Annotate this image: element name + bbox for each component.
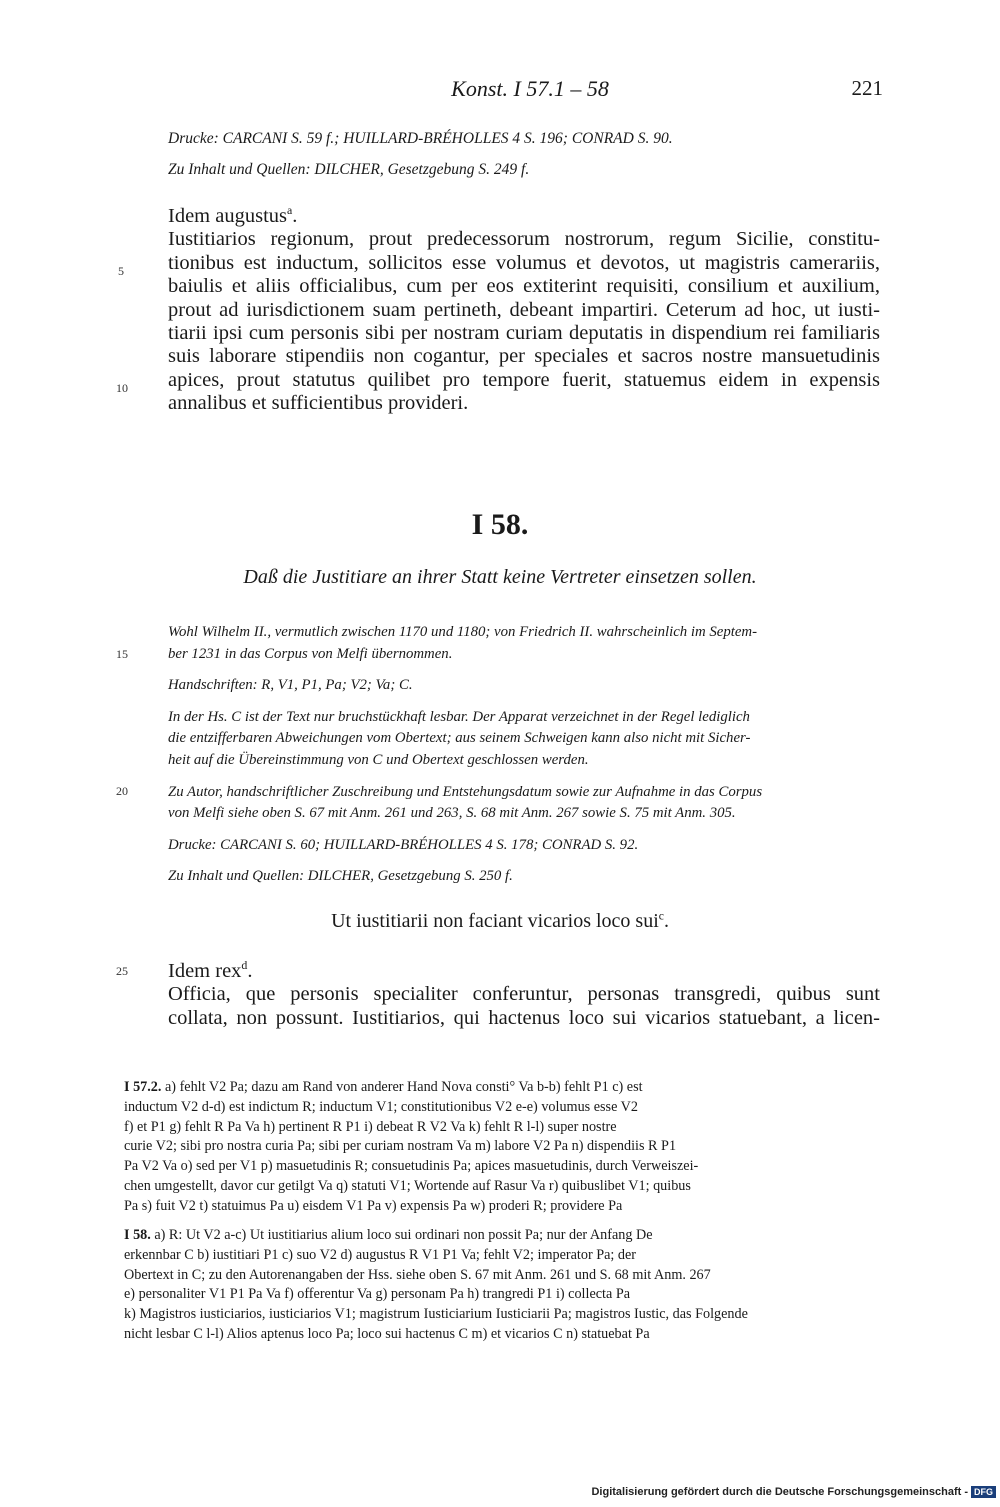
body-line: Iustitiarios regionum, prout predecessorum nostrorum, regum Sicilie, constitu- xyxy=(168,228,880,251)
digitization-footer: Digitalisierung gefördert durch die Deutsche Forschungsgemeinschaft - DFG xyxy=(591,1486,996,1498)
footnote-line: chen umgestellt, davor cur getilgt Va q) statuti V1; Wortende auf Rasur Va r) quibuslibet V1; quibus xyxy=(124,1177,691,1194)
body-line: collata, non possunt. Iustitiarios, qui hactenus loco sui vicarios statuebant, a licen- xyxy=(168,1006,880,1029)
body-line: suis laborare stipendiis non cogantur, per speciales et sacros nostre mansuetudinis xyxy=(168,345,880,368)
footnote-line: Pa V2 Va o) sed per V1 p) masuetudinis R; consuetudinis Pa; apices masuetudinis, durch Verweiszei- xyxy=(124,1158,699,1175)
footnote-line: inductum V2 d-d) est indictum R; inductum V1; constitutionibus V2 e-e) volumus esse V2 xyxy=(124,1098,639,1115)
body-line: prout ad iurisdictionem suam pertineth, debeant impartiri. Ceterum ad hoc, ut iusti- xyxy=(168,298,880,321)
line-number: 10 xyxy=(116,381,128,395)
footnote-line: Obertext in C; zu den Autorenangaben der Hss. siehe oben S. 67 mit Anm. 261 und S. 68 mit Anm. 267 xyxy=(124,1266,711,1283)
manuscripts-line: Handschriften: R, V1, P1, Pa; V2; Va; C. xyxy=(168,677,413,694)
body-line: tionibus est inductum, sollicitos esse volumus et devotos, ut magistris camerariis, xyxy=(168,251,880,274)
dfg-logo: DFG xyxy=(971,1486,996,1498)
footnote-line: nicht lesbar C l-l) Alios aptenus loco Pa; loco sui hactenus C m) et vicarios C n) statuebat Pa xyxy=(124,1325,650,1342)
line-number: 5 xyxy=(118,264,124,278)
prints-line: Drucke: CARCANI S. 60; HUILLARD-BRÉHOLLES 4 S. 178; CONRAD S. 92. xyxy=(168,836,639,853)
section-metadata xyxy=(168,622,880,888)
line-number: 15 xyxy=(116,647,128,661)
body-line: apices, prout statutus quilibet pro tempore fuerit, statuemus eidem in expensis xyxy=(168,368,880,391)
footnote-line: I 57.2. a) fehlt V2 Pa; dazu am Rand von anderer Hand Nova consti° Va b-b) fehlt P1 c) est xyxy=(124,1079,643,1095)
footnote-line: curie V2; sibi pro nostra curia Pa; sibi per curiam nostram Va m) labore V2 Pa n) dispendiis R P1 xyxy=(124,1138,677,1155)
sources-line: Zu Inhalt und Quellen: DILCHER, Gesetzgebung S. 250 f. xyxy=(168,868,513,885)
body-line: annalibus et sufficientibus provideri. xyxy=(168,392,469,415)
dating-line: Wohl Wilhelm II., vermutlich zwischen 1170 und 1180; von Friedrich II. wahrscheinlich im Septem- xyxy=(168,624,758,640)
page-number: 221 xyxy=(851,76,883,100)
footnote-label: I 58. xyxy=(124,1227,151,1243)
body-line: tiarii ipsi cum personis sibi per nostram curiam deputatis in dispendium rei familiaris xyxy=(168,322,880,345)
section-body-text xyxy=(168,960,880,1030)
apparatus-57 xyxy=(124,1078,880,1217)
section-subtitle: Daß die Justitiare an ihrer Statt keine Vertreter einsetzen sollen. xyxy=(243,566,757,588)
footnote-line: erkennbar C b) iustitiari P1 c) suo V2 d) augustus R V1 P1 Va; fehlt V2; imperator Pa; der xyxy=(124,1246,637,1263)
line-number: 25 xyxy=(116,964,128,978)
section-number: I 58. xyxy=(471,508,529,541)
footnote-line: k) Magistros iusticiarios, iusticiarios V1; magistrum Iusticiarium Iusticiarii Pa; magistros Iustic, das Folgende xyxy=(124,1306,748,1323)
opening-line: Idem rex$^d$. xyxy=(168,958,253,982)
footnote-line: Pa s) fuit V2 t) statuimus Pa u) eisdem V1 Pa v) expensis Pa w) proderi R; providere Pa xyxy=(124,1197,623,1214)
opening-line: Idem augustus$^a$. xyxy=(168,203,298,227)
text-heading: Ut iustitiarii non faciant vicarios loco sui$^c$. xyxy=(331,909,669,932)
body-line: baiulis et aliis officialibus, cum per eos extiterint requisiti, consilium et auxilium, xyxy=(168,275,880,298)
footnote-label: I 57.2. xyxy=(124,1079,162,1095)
apparatus-58 xyxy=(124,1226,880,1345)
body-line: Officia, que personis specialiter conferuntur, personas transgredi, quibus sunt xyxy=(168,983,880,1006)
author-line: von Melfi siehe oben S. 67 mit Anm. 261 und 263, S. 68 mit Anm. 267 sowie S. 75 mit Anm. 305. xyxy=(168,805,736,822)
prev-body-text xyxy=(168,205,880,416)
note-line: In der Hs. C ist der Text nur bruchstückhaft lesbar. Der Apparat verzeichnet in der Regel lediglich xyxy=(168,708,750,725)
footnote-line: f) et P1 g) fehlt R Pa Va h) pertinent R P1 i) debeat R V2 Va k) fehlt R l-l) super nostre xyxy=(124,1118,617,1135)
footnote-line: I 58. a) R: Ut V2 a-c) Ut iustitiarius alium loco sui ordinari non possit Pa; nur der Anfang De xyxy=(124,1227,653,1243)
dating-line: ber 1231 in das Corpus von Melfi übernommen. xyxy=(168,645,453,662)
author-line: Zu Autor, handschriftlicher Zuschreibung und Entstehungsdatum sowie zur Aufnahme in das Corpus xyxy=(168,783,763,800)
sources-reference: Zu Inhalt und Quellen: DILCHER, Gesetzgebung S. 249 f. xyxy=(168,161,530,178)
running-header: Konst. I 57.1 – 58 xyxy=(451,76,609,101)
footnote-line: e) personaliter V1 P1 Pa Va f) offerentur Va g) personam Pa h) trangredi P1 i) collecta Pa xyxy=(124,1286,631,1303)
line-number: 20 xyxy=(116,784,128,798)
note-line: die entzifferbaren Abweichungen vom Obertext; aus seinem Schweigen kann also nicht mit Sicher- xyxy=(168,730,751,747)
prints-reference: Drucke: CARCANI S. 59 f.; HUILLARD-BRÉHOLLES 4 S. 196; CONRAD S. 90. xyxy=(168,130,673,147)
note-line: heit auf die Übereinstimmung von C und Obertext geschlossen werden. xyxy=(168,751,589,768)
